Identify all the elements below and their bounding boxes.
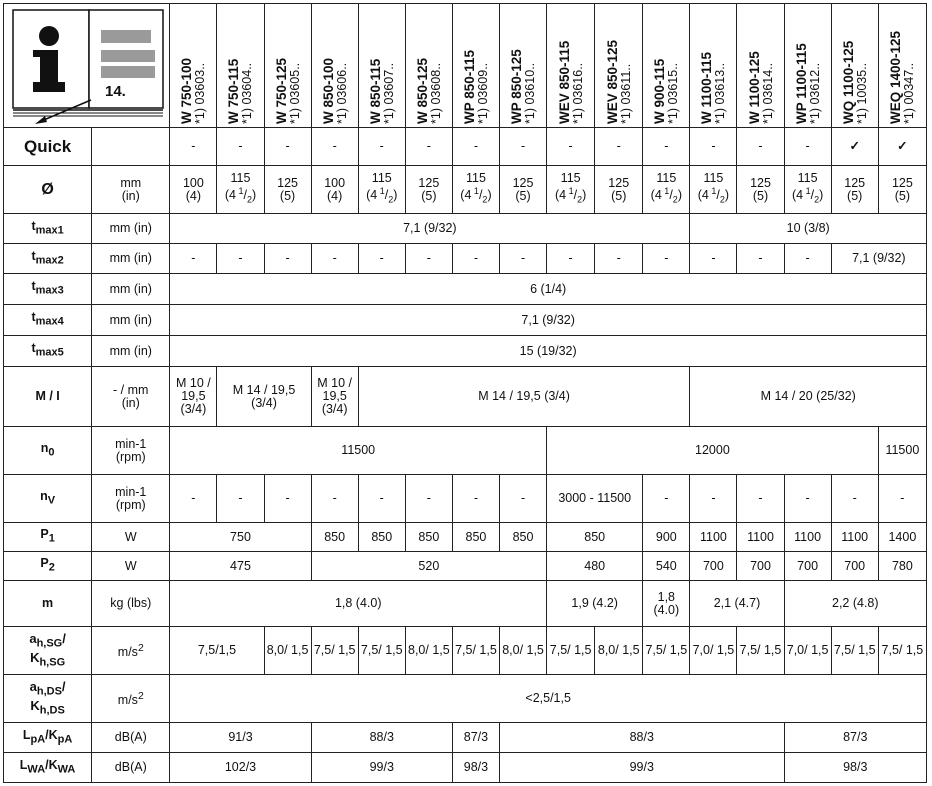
cell: 8,0/ 1,5: [405, 627, 452, 675]
cell: 850: [500, 523, 547, 552]
cell: 7,5/ 1,5: [831, 627, 878, 675]
thread-row: [4, 367, 927, 427]
cell: 91/3: [170, 723, 311, 753]
cell: -: [690, 244, 737, 274]
cell: -: [737, 128, 784, 166]
model-header: W 750-115 *1) 03604..: [217, 4, 264, 128]
cell: M 14 / 19,5 (3/4): [217, 367, 311, 427]
cell: -: [547, 128, 595, 166]
cell: -: [784, 475, 831, 523]
row-label: $t_{max2}$: [4, 244, 92, 274]
cell: -: [643, 475, 690, 523]
cell: 780: [878, 552, 926, 581]
cell: 750: [170, 523, 311, 552]
cell: -: [264, 475, 311, 523]
cell: 1100: [784, 523, 831, 552]
cell: 8,0/ 1,5: [264, 627, 311, 675]
cell: 480: [547, 552, 643, 581]
unit-cell: $m/s^2$: [92, 675, 170, 723]
cell: 6 (1/4): [170, 274, 927, 305]
diameter-row: [4, 166, 927, 214]
cell: -: [264, 128, 311, 166]
tmax3-row: [4, 274, 927, 305]
cell: 115 (4 $^1/_2$): [784, 166, 831, 214]
unit-cell: W: [92, 523, 170, 552]
cell: 98/3: [784, 753, 926, 783]
cell: 540: [643, 552, 690, 581]
cell: 11500: [170, 427, 547, 475]
cell: -: [690, 128, 737, 166]
cell: 115 (4 $^1/_2$): [358, 166, 405, 214]
cell: 125 (5): [264, 166, 311, 214]
cell: 115 (4 $^1/_2$): [690, 166, 737, 214]
check-icon: ✓: [831, 128, 878, 166]
unit-cell: min-1 (rpm): [92, 475, 170, 523]
lpa-row: [4, 723, 927, 753]
cell: 98/3: [452, 753, 499, 783]
cell: 3000 - 11500: [547, 475, 643, 523]
nv-row: [4, 475, 927, 523]
cell: 7,1 (9/32): [831, 244, 926, 274]
cell: -: [358, 244, 405, 274]
cell: -: [405, 475, 452, 523]
cell: 88/3: [311, 723, 452, 753]
cell: 125 (5): [831, 166, 878, 214]
unit-cell: mm (in): [92, 166, 170, 214]
cell: 7,5/ 1,5: [358, 627, 405, 675]
cell: -: [217, 128, 264, 166]
row-label: $P_2$: [4, 552, 92, 581]
cell: 88/3: [500, 723, 785, 753]
cell: M 14 / 19,5 (3/4): [358, 367, 690, 427]
cell: <2,5/1,5: [170, 675, 927, 723]
cell: -: [500, 128, 547, 166]
unit-cell: - / mm (in): [92, 367, 170, 427]
cell: 87/3: [452, 723, 499, 753]
cell: -: [358, 128, 405, 166]
cell: M 10 / 19,5 (3/4): [311, 367, 358, 427]
spec-table: [3, 3, 927, 783]
model-header: W 750-125 *1) 03605..: [264, 4, 311, 128]
cell: -: [643, 128, 690, 166]
cell: 7,5/ 1,5: [311, 627, 358, 675]
row-label: $L_{WA}/K_{WA}$: [4, 753, 92, 783]
row-label: M / I: [4, 367, 92, 427]
unit-cell: dB(A): [92, 753, 170, 783]
cell: 2,1 (4.7): [690, 581, 784, 627]
cell: 1400: [878, 523, 926, 552]
model-header: WP 1100-115 *1) 03612..: [784, 4, 831, 128]
cell: 850: [311, 523, 358, 552]
cell: 7,5/ 1,5: [643, 627, 690, 675]
tmax1-row: [4, 214, 927, 244]
cell: 7,1 (9/32): [170, 214, 690, 244]
unit-cell: dB(A): [92, 723, 170, 753]
unit-cell: mm (in): [92, 214, 170, 244]
cell: -: [784, 128, 831, 166]
cell: 7,5/ 1,5: [737, 627, 784, 675]
row-label: $t_{max5}$: [4, 336, 92, 367]
cell: -: [737, 244, 784, 274]
unit-cell: mm (in): [92, 336, 170, 367]
cell: -: [643, 244, 690, 274]
model-header: WEV 850-115 *1) 03616..: [547, 4, 595, 128]
cell: 1100: [690, 523, 737, 552]
cell: 7,5/ 1,5: [547, 627, 595, 675]
cell: 8,0/ 1,5: [500, 627, 547, 675]
model-header: W 850-125 *1) 03608..: [405, 4, 452, 128]
cell: 1,9 (4.2): [547, 581, 643, 627]
model-header: W 1100-125 *1) 03614..: [737, 4, 784, 128]
cell: -: [737, 475, 784, 523]
cell: 115 (4 $^1/_2$): [643, 166, 690, 214]
cell: 12000: [547, 427, 879, 475]
cell: 11500: [878, 427, 926, 475]
model-header: WP 850-115 *1) 03609..: [452, 4, 499, 128]
row-label: $t_{max1}$: [4, 214, 92, 244]
cell: 1100: [737, 523, 784, 552]
cell: -: [405, 128, 452, 166]
cell: 700: [831, 552, 878, 581]
cell: 2,2 (4.8): [784, 581, 926, 627]
cell: 99/3: [500, 753, 785, 783]
unit-cell: mm (in): [92, 274, 170, 305]
cell: -: [452, 244, 499, 274]
cell: 7,1 (9/32): [170, 305, 927, 336]
cell: -: [170, 128, 217, 166]
vibration-ds-row: [4, 675, 927, 723]
model-header: WEV 850-125 *1) 03611..: [595, 4, 643, 128]
model-header: W 850-115 *1) 03607..: [358, 4, 405, 128]
cell: -: [358, 475, 405, 523]
cell: -: [405, 244, 452, 274]
cell: 850: [547, 523, 643, 552]
cell: 520: [311, 552, 546, 581]
cell: 125 (5): [737, 166, 784, 214]
cell: -: [170, 475, 217, 523]
cell: 850: [405, 523, 452, 552]
unit-cell: mm (in): [92, 305, 170, 336]
model-header: W 900-115 *1) 03615..: [643, 4, 690, 128]
mass-row: [4, 581, 927, 627]
row-label: $P_1$: [4, 523, 92, 552]
row-label: $L_{pA}/K_{pA}$: [4, 723, 92, 753]
model-header: W 1100-115 *1) 03613..: [690, 4, 737, 128]
model-header: WP 850-125 *1) 03610..: [500, 4, 547, 128]
info-icon-cell: [4, 4, 170, 128]
cell: -: [311, 244, 358, 274]
cell: 99/3: [311, 753, 452, 783]
cell: 7,0/ 1,5: [690, 627, 737, 675]
unit-cell: kg (lbs): [92, 581, 170, 627]
row-label: $n_V$: [4, 475, 92, 523]
cell: 125 (5): [595, 166, 643, 214]
model-header: W 850-100 *1) 03606..: [311, 4, 358, 128]
row-label: $a_{h,SG}/$ $K_{h,SG}$: [4, 627, 92, 675]
p2-row: [4, 552, 927, 581]
check-icon: ✓: [878, 128, 926, 166]
cell: -: [264, 244, 311, 274]
cell: -: [452, 128, 499, 166]
cell: 7,0/ 1,5: [784, 627, 831, 675]
cell: 125 (5): [405, 166, 452, 214]
row-label: $t_{max4}$: [4, 305, 92, 336]
tmax5-row: [4, 336, 927, 367]
cell: 87/3: [784, 723, 926, 753]
tmax4-row: [4, 305, 927, 336]
cell: 125 (5): [878, 166, 926, 214]
cell: 1,8 (4.0): [643, 581, 690, 627]
cell: -: [170, 244, 217, 274]
row-label: $a_{h,DS}/$ $K_{h,DS}$: [4, 675, 92, 723]
cell: 700: [690, 552, 737, 581]
row-label: Quick: [4, 128, 92, 166]
cell: 125 (5): [500, 166, 547, 214]
cell: 700: [737, 552, 784, 581]
cell: -: [311, 475, 358, 523]
cell: M 14 / 20 (25/32): [690, 367, 927, 427]
row-label: $n_0$: [4, 427, 92, 475]
cell: -: [217, 475, 264, 523]
lwa-row: [4, 753, 927, 783]
cell: 115 (4 $^1/_2$): [452, 166, 499, 214]
cell: 8,0/ 1,5: [595, 627, 643, 675]
page-reference: 14.: [104, 83, 126, 100]
cell: -: [500, 475, 547, 523]
cell: 7,5/ 1,5: [452, 627, 499, 675]
cell: 7,5/1,5: [170, 627, 264, 675]
row-label: Ø: [4, 166, 92, 214]
unit-cell: [92, 128, 170, 166]
cell: 700: [784, 552, 831, 581]
cell: -: [311, 128, 358, 166]
cell: M 10 / 19,5 (3/4): [170, 367, 217, 427]
cell: 115 (4 $^1/_2$): [217, 166, 264, 214]
cell: 850: [358, 523, 405, 552]
cell: 7,5/ 1,5: [878, 627, 926, 675]
cell: -: [784, 244, 831, 274]
cell: 850: [452, 523, 499, 552]
cell: 900: [643, 523, 690, 552]
model-header: WQ 1100-125 *1) 10035..: [831, 4, 878, 128]
unit-cell: min-1 (rpm): [92, 427, 170, 475]
cell: 100 (4): [311, 166, 358, 214]
manual-info-icon: [5, 4, 169, 124]
model-header: WEQ 1400-125 *1) 00347..: [878, 4, 926, 128]
cell: 1100: [831, 523, 878, 552]
tmax2-row: [4, 244, 927, 274]
cell: -: [831, 475, 878, 523]
unit-cell: $m/s^2$: [92, 627, 170, 675]
cell: -: [595, 128, 643, 166]
cell: -: [878, 475, 926, 523]
cell: 1,8 (4.0): [170, 581, 547, 627]
p1-row: [4, 523, 927, 552]
cell: -: [547, 244, 595, 274]
vibration-sg-row: [4, 627, 927, 675]
quick-row: [4, 128, 927, 166]
unit-cell: W: [92, 552, 170, 581]
cell: 115 (4 $^1/_2$): [547, 166, 595, 214]
n0-row: [4, 427, 927, 475]
cell: -: [690, 475, 737, 523]
cell: 10 (3/8): [690, 214, 927, 244]
header-row: [4, 4, 927, 128]
cell: -: [452, 475, 499, 523]
unit-cell: mm (in): [92, 244, 170, 274]
cell: 100 (4): [170, 166, 217, 214]
row-label: m: [4, 581, 92, 627]
cell: 102/3: [170, 753, 311, 783]
cell: -: [217, 244, 264, 274]
cell: -: [595, 244, 643, 274]
cell: 15 (19/32): [170, 336, 927, 367]
cell: 475: [170, 552, 311, 581]
row-label: $t_{max3}$: [4, 274, 92, 305]
cell: -: [500, 244, 547, 274]
model-header: W 750-100 *1) 03603..: [170, 4, 217, 128]
